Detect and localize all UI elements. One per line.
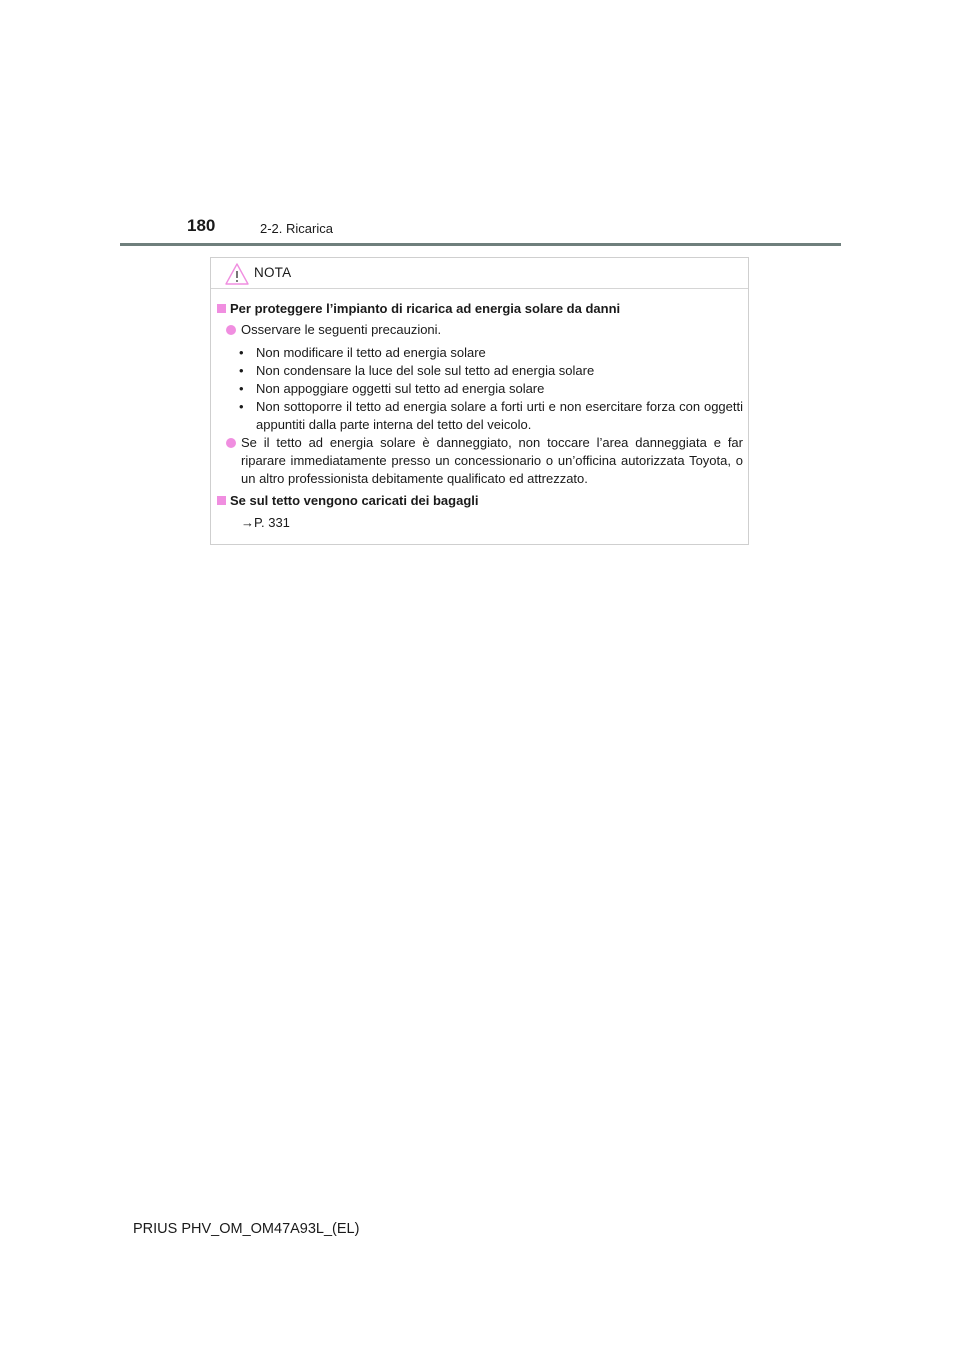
page-reference-link[interactable]: →P. 331 [241, 515, 290, 530]
header-rule [120, 243, 841, 246]
sub-item: • Non modificare il tetto ad energia solare [239, 345, 486, 360]
sub-item: • Non sottoporre il tetto ad energia solare a forti urti e non esercitare forza con oggetti appuntiti dalla parte interna del tetto del veicolo. [239, 399, 743, 432]
document-code: PRIUS PHV_OM_OM47A93L_(EL) [133, 1221, 360, 1237]
nota-header [211, 258, 748, 289]
page-number: 180 [187, 216, 216, 235]
heading-solar-protection: Per proteggere l’impianto di ricarica ad energia solare da danni [217, 300, 620, 318]
sub-item: • Non condensare la luce del sole sul tetto ad energia solare [239, 363, 595, 378]
section-title: 2-2. Ricarica [260, 221, 333, 236]
round-bullet-icon [226, 438, 236, 448]
square-bullet-icon [217, 304, 226, 313]
round-bullet-icon [226, 325, 236, 335]
nota-title: NOTA [254, 265, 292, 280]
bullet-precautions: Osservare le seguenti precauzioni. [226, 321, 743, 339]
heading-luggage: Se sul tetto vengono caricati dei bagagli [217, 492, 479, 510]
bullet-damaged-roof: Se il tetto ad energia solare è danneggiato, non toccare l’area danneggiata e far riparare immediatamente presso un concessionario o un’officina autorizzata Toyota, o un altro professionista debitamente qualificato ed attrezzato. [226, 434, 743, 488]
warning-triangle-icon [224, 262, 250, 286]
nota-box [210, 257, 749, 545]
sub-item: • Non appoggiare oggetti sul tetto ad energia solare [239, 381, 545, 396]
square-bullet-icon [217, 496, 226, 505]
